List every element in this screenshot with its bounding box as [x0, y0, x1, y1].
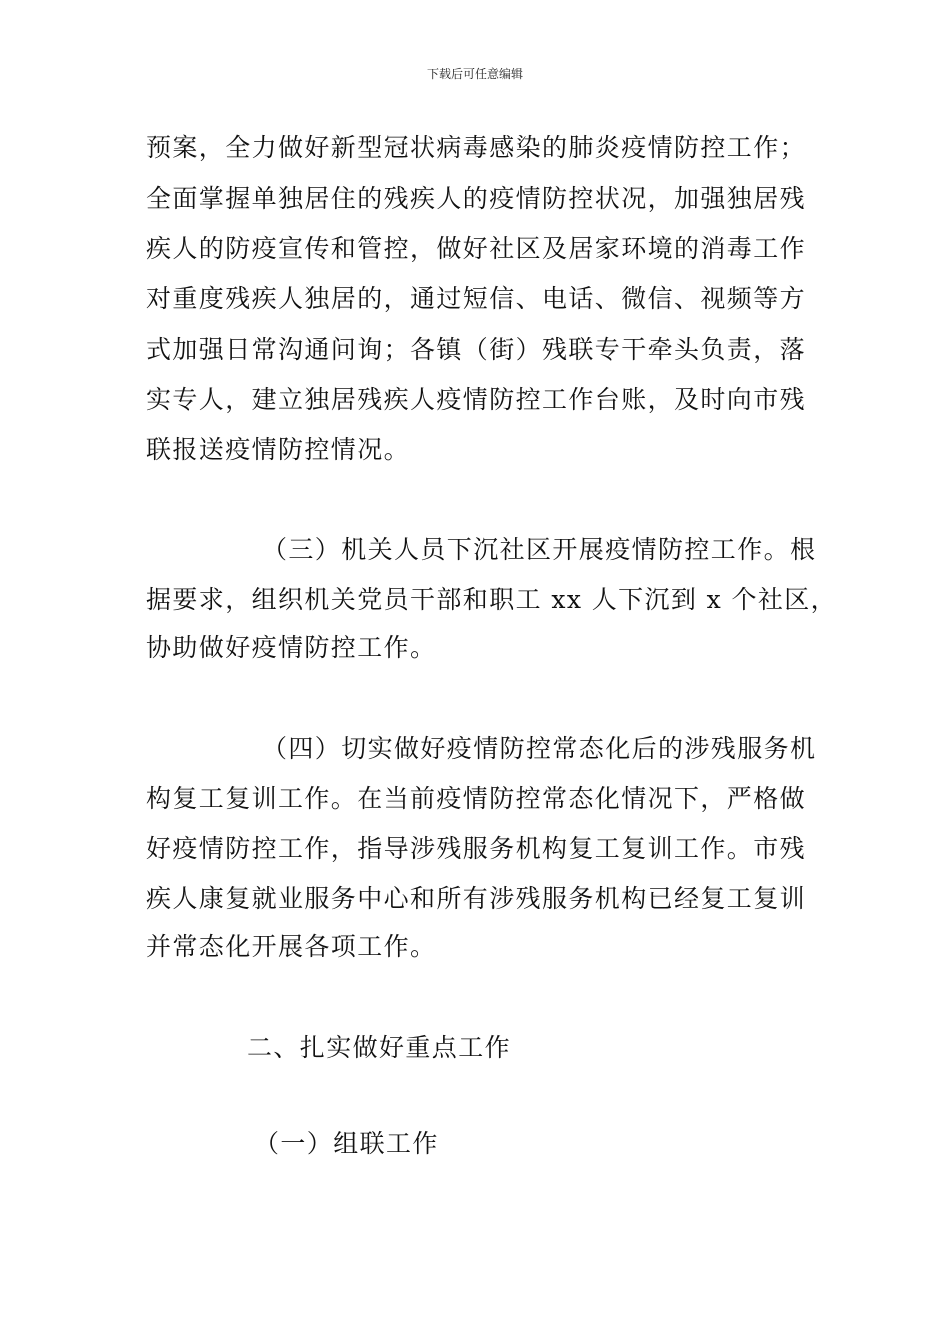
paragraph-line: 疾人的防疫宣传和管控，做好社区及居家环境的消毒工作 — [146, 234, 807, 263]
paragraph-line: （三）机关人员下沉社区开展疫情防控工作。根 — [262, 535, 817, 564]
subsection-heading: （一）组联工作 — [254, 1129, 439, 1158]
paragraph-line: 构复工复训工作。在当前疫情防控常态化情况下，严格做 — [146, 784, 807, 813]
section-heading: 二、扎实做好重点工作 — [247, 1033, 512, 1062]
paragraph-line: 疾人康复就业服务中心和所有涉残服务机构已经复工复训 — [146, 884, 807, 913]
paragraph-line: 并常态化开展各项工作。 — [146, 932, 437, 961]
paragraph-line: 对重度残疾人独居的，通过短信、电话、微信、视频等方 — [146, 284, 807, 313]
page-header: 下载后可任意编辑 — [426, 67, 523, 81]
paragraph-line: （四）切实做好疫情防控常态化后的涉残服务机 — [262, 734, 817, 763]
paragraph-line: 实专人，建立独居残疾人疫情防控工作台账，及时向市残 — [146, 385, 807, 414]
paragraph-line: 协助做好疫情防控工作。 — [146, 633, 437, 662]
paragraph-line: 联报送疫情防控情况。 — [146, 435, 411, 464]
paragraph-line: 预案，全力做好新型冠状病毒感染的肺炎疫情防控工作； — [146, 133, 807, 162]
paragraph-line: 据要求，组织机关党员干部和职工 xx 人下沉到 x 个社区， — [146, 585, 838, 614]
paragraph-line: 式加强日常沟通问询；各镇（街）残联专干牵头负责，落 — [146, 335, 807, 364]
paragraph-line: 全面掌握单独居住的残疾人的疫情防控状况，加强独居残 — [146, 184, 807, 213]
paragraph-line: 好疫情防控工作，指导涉残服务机构复工复训工作。市残 — [146, 834, 807, 863]
